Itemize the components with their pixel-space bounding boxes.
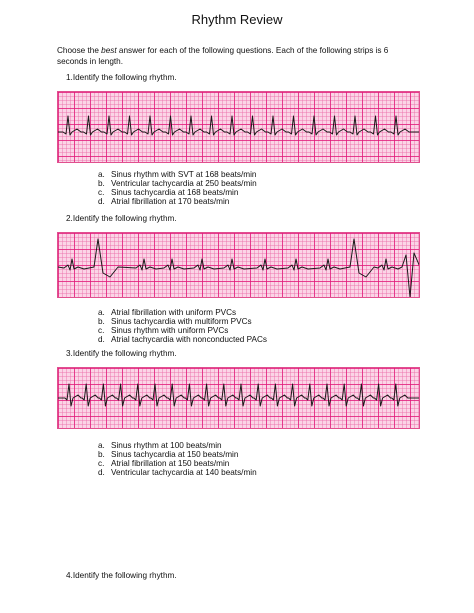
question-4-prompt: 4.Identify the following rhythm.: [66, 571, 177, 580]
option-letter: a.: [98, 308, 105, 317]
option-letter: d.: [98, 196, 105, 206]
instructions-text-start: Choose the: [57, 46, 102, 55]
option-letter: b.: [98, 449, 105, 459]
option-letter: b.: [98, 178, 105, 188]
option-text: Ventricular tachycardia at 250 beats/min: [111, 178, 257, 188]
option-text: Ventricular tachycardia at 140 beats/min: [111, 467, 257, 477]
question-2-prompt: 2.Identify the following rhythm.: [66, 214, 177, 223]
option-text: Atrial fibrillation with uniform PVCs: [111, 308, 237, 317]
page-title: Rhythm Review: [191, 12, 283, 27]
option-1d[interactable]: [98, 198, 257, 207]
ecg-strip-1: [57, 91, 420, 163]
option-letter: c.: [98, 187, 105, 197]
instructions: [57, 46, 417, 67]
option-text: Sinus rhythm with uniform PVCs: [111, 325, 229, 335]
option-text: Sinus tachycardia at 168 beats/min: [111, 187, 239, 197]
option-letter: c.: [98, 458, 105, 468]
option-2d[interactable]: [98, 336, 267, 345]
question-1-prompt: 1.Identify the following rhythm.: [66, 73, 177, 82]
option-text: Sinus rhythm with SVT at 168 beats/min: [111, 170, 257, 179]
ecg-trace-2: [58, 233, 419, 297]
option-3d[interactable]: [98, 469, 257, 478]
ecg-trace-1: [58, 92, 419, 162]
question-2-options: [98, 309, 267, 345]
question-3-options: [98, 442, 257, 478]
option-letter: d.: [98, 467, 105, 477]
ecg-strip-3: [57, 367, 420, 429]
question-3-prompt: 3.Identify the following rhythm.: [66, 349, 177, 358]
option-letter: c.: [98, 325, 105, 335]
instructions-text-end: answer for each of the following questions. Each of the following strips is 6 seconds in length.: [57, 46, 389, 66]
option-text: Sinus tachycardia at 150 beats/min: [111, 449, 239, 459]
option-letter: d.: [98, 334, 105, 344]
option-text: Sinus tachycardia with multiform PVCs: [111, 316, 252, 326]
option-letter: a.: [98, 170, 105, 179]
option-letter: b.: [98, 316, 105, 326]
option-letter: a.: [98, 441, 105, 450]
option-text: Atrial fibrillation at 150 beats/min: [111, 458, 230, 468]
option-text: Atrial tachycardia with nonconducted PACs: [111, 334, 267, 344]
option-text: Atrial fibrillation at 170 beats/min: [111, 196, 230, 206]
question-1-options: [98, 171, 257, 207]
instructions-emphasis: best: [101, 46, 117, 55]
ecg-trace-3: [58, 368, 419, 428]
ecg-strip-2: [57, 232, 420, 298]
option-text: Sinus rhythm at 100 beats/min: [111, 441, 222, 450]
